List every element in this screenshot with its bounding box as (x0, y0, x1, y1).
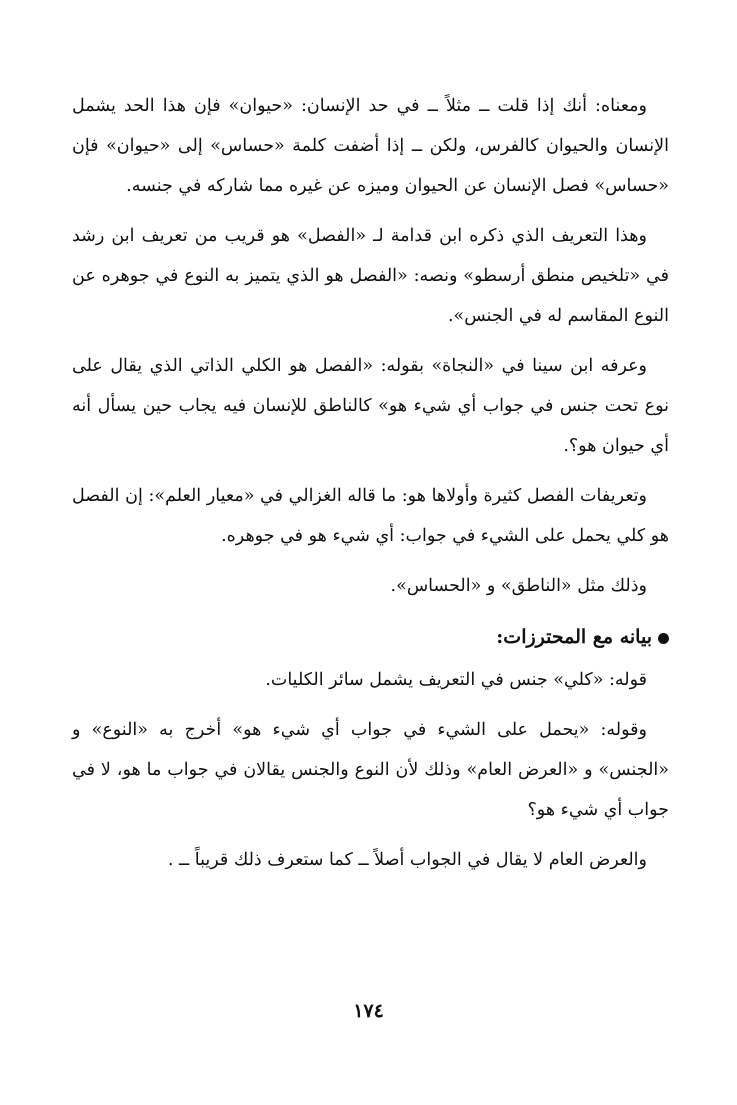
page-number: ١٧٤ (353, 1000, 384, 1022)
paragraph-meaning: ومعناه: أنك إذا قلت ــ مثلاً ــ في حد الإنسان: «حيوان» فإن هذا الحد يشمل الإنسان والحيوان كالفرس، ولكن ــ إذا أضفت كلمة «حساس» إلى «حيوان» فإن «حساس» فصل الإنسان عن الحيوان وميزه عن غيره مما شاركه في جنسه. (72, 96, 669, 196)
paragraph-kulli: قوله: «كلي» جنس في التعريف يشمل سائر الكليات. (265, 670, 647, 690)
paragraph-ghazali: وتعريفات الفصل كثيرة وأولاها هو: ما قاله الغزالي في «معيار العلم»: إن الفصل هو كلي يحمل على الشيء في جواب: أي شيء هو في جوهره. (72, 486, 669, 546)
paragraph-ibn-sina: وعرفه ابن سينا في «النجاة» بقوله: «الفصل هو الكلي الذاتي الذي يقال على نوع تحت جنس في جواب أي شيء هو» كالناطق للإنسان فيه يجاب حين يسأل أنه أي حيوان هو؟. (72, 356, 669, 456)
paragraph-ibn-qudama: وهذا التعريف الذي ذكره ابن قدامة لـ «الفصل» هو قريب من تعريف ابن رشد في «تلخيص منطق أرسطو» ونصه: «الفصل هو الذي يتميز به النوع في جوهره عن النوع المقاسم له في الجنس». (72, 226, 669, 326)
paragraph-example: وذلك مثل «الناطق» و «الحساس». (390, 576, 647, 596)
paragraph-general-accident: والعرض العام لا يقال في الجواب أصلاً ــ كما ستعرف ذلك قريباً ــ . (167, 850, 647, 870)
bullet-icon (658, 633, 669, 644)
paragraph-yuhmal: وقوله: «يحمل على الشيء في جواب أي شيء هو» أخرج به «النوع» و «الجنس» و «العرض العام» وذلك لأن النوع والجنس يقالان في جواب ما هو، لا في جواب أي شيء هو؟ (72, 720, 669, 820)
section-heading-text: بيانه مع المحترزات: (496, 626, 652, 648)
section-heading (72, 616, 669, 658)
page-body (72, 86, 669, 890)
